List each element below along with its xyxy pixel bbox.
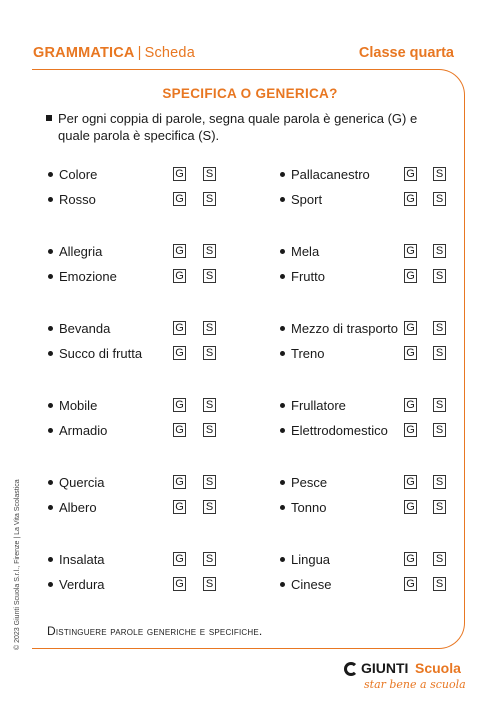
word-label: Elettrodomestico (291, 423, 388, 438)
footer-note: Distinguere parole generiche e specifiche. (47, 624, 263, 638)
bullet-icon (48, 403, 53, 408)
word-item (48, 321, 110, 336)
generic-checkbox[interactable]: G (404, 167, 417, 181)
word-item (48, 167, 97, 182)
generic-checkbox[interactable]: G (173, 192, 186, 206)
specific-checkbox[interactable]: S (203, 475, 216, 489)
word-label: Pesce (291, 475, 328, 490)
word-label: Colore (59, 167, 98, 182)
generic-checkbox[interactable]: G (404, 192, 417, 206)
bullet-icon (280, 582, 285, 587)
word-label: Mezzo di trasporto (291, 321, 398, 336)
word-item (48, 269, 117, 284)
specific-checkbox[interactable]: S (203, 244, 216, 258)
generic-checkbox[interactable]: G (404, 475, 417, 489)
word-item (280, 398, 346, 413)
generic-checkbox[interactable]: G (404, 423, 417, 437)
bullet-icon (48, 351, 53, 356)
specific-checkbox[interactable]: S (203, 500, 216, 514)
instructions-line-1: Per ogni coppia di parole, segna quale parola è generica (G) e (58, 111, 418, 126)
bullet-icon (280, 172, 285, 177)
word-label: Bevanda (59, 321, 111, 336)
instructions-line-2: quale parola è specifica (S). (58, 128, 220, 143)
word-item (280, 475, 327, 490)
word-item (280, 321, 398, 336)
logo-brand-part1: GIUNTI (361, 660, 409, 676)
specific-checkbox[interactable]: S (433, 500, 446, 514)
specific-checkbox[interactable]: S (203, 577, 216, 591)
bullet-icon (280, 505, 285, 510)
specific-checkbox[interactable]: S (433, 475, 446, 489)
generic-checkbox[interactable]: G (173, 321, 186, 335)
bullet-icon (280, 274, 285, 279)
grade-label: Classe quarta (358, 45, 454, 61)
bullet-icon (48, 505, 53, 510)
specific-checkbox[interactable]: S (433, 577, 446, 591)
word-label: Allegria (59, 244, 103, 259)
word-item (280, 346, 324, 361)
word-label: Succo di frutta (59, 346, 143, 361)
word-item (48, 423, 107, 438)
square-bullet-icon (46, 115, 52, 121)
word-item (48, 500, 97, 515)
header-subject (33, 45, 195, 61)
word-label: Rosso (59, 192, 96, 207)
word-label: Armadio (59, 423, 108, 438)
bullet-icon (48, 480, 53, 485)
word-label: Pallacanestro (291, 167, 370, 182)
word-item (280, 577, 331, 592)
generic-checkbox[interactable]: G (404, 398, 417, 412)
specific-checkbox[interactable]: S (433, 552, 446, 566)
specific-checkbox[interactable]: S (433, 398, 446, 412)
word-item (48, 346, 142, 361)
word-label: Emozione (59, 269, 117, 284)
word-item (48, 192, 96, 207)
word-label: Mela (291, 244, 320, 259)
word-label: Cinese (291, 577, 332, 592)
generic-checkbox[interactable]: G (404, 321, 417, 335)
specific-checkbox[interactable]: S (203, 167, 216, 181)
bullet-icon (280, 428, 285, 433)
generic-checkbox[interactable]: G (173, 269, 186, 283)
generic-checkbox[interactable]: G (404, 346, 417, 360)
bullet-icon (48, 326, 53, 331)
word-item (280, 167, 370, 182)
bullet-icon (280, 557, 285, 562)
bullet-icon (280, 403, 285, 408)
bullet-icon (48, 197, 53, 202)
header-separator: | (137, 45, 142, 61)
word-item (48, 552, 105, 567)
logo-tagline: star bene a scuola (364, 678, 466, 691)
generic-checkbox[interactable]: G (404, 269, 417, 283)
generic-checkbox[interactable]: G (173, 475, 186, 489)
word-item (48, 475, 105, 490)
generic-checkbox[interactable]: G (173, 423, 186, 437)
g-logo-icon (344, 662, 358, 676)
word-label: Albero (59, 500, 97, 515)
word-item (280, 552, 330, 567)
generic-checkbox[interactable]: G (404, 552, 417, 566)
instructions (46, 110, 456, 144)
copyright-notice: © 2023 Giunti Scuola S.r.l., Firenze | La Vita Scolastica (14, 479, 21, 650)
bullet-icon (48, 582, 53, 587)
generic-checkbox[interactable]: G (173, 577, 186, 591)
word-item (280, 269, 325, 284)
generic-checkbox[interactable]: G (173, 346, 186, 360)
generic-checkbox[interactable]: G (404, 577, 417, 591)
bullet-icon (48, 274, 53, 279)
bullet-icon (280, 197, 285, 202)
generic-checkbox[interactable]: G (173, 398, 186, 412)
word-label: Sport (291, 192, 323, 207)
word-item (280, 244, 319, 259)
bullet-icon (48, 172, 53, 177)
word-label: Tonno (291, 500, 327, 515)
generic-checkbox[interactable]: G (404, 500, 417, 514)
generic-checkbox[interactable]: G (173, 167, 186, 181)
generic-checkbox[interactable]: G (173, 500, 186, 514)
generic-checkbox[interactable]: G (173, 552, 186, 566)
bullet-icon (48, 557, 53, 562)
word-item (280, 423, 388, 438)
word-label: Frullatore (291, 398, 346, 413)
generic-checkbox[interactable]: G (404, 244, 417, 258)
specific-checkbox[interactable]: S (203, 423, 216, 437)
bullet-icon (280, 480, 285, 485)
bullet-icon (48, 249, 53, 254)
specific-checkbox[interactable]: S (203, 192, 216, 206)
word-label: Treno (291, 346, 325, 361)
specific-checkbox[interactable]: S (433, 423, 446, 437)
word-label: Frutto (291, 269, 325, 284)
word-label: Quercia (59, 475, 105, 490)
specific-checkbox[interactable]: S (433, 269, 446, 283)
word-item (48, 398, 97, 413)
specific-checkbox[interactable]: S (433, 346, 446, 360)
word-label: Insalata (59, 552, 105, 567)
bullet-icon (280, 326, 285, 331)
word-label: Verdura (59, 577, 105, 592)
word-label: Mobile (59, 398, 98, 413)
worksheet-title: SPECIFICA O GENERICA? (162, 86, 338, 101)
word-label: Lingua (291, 552, 331, 567)
specific-checkbox[interactable]: S (203, 346, 216, 360)
specific-checkbox[interactable]: S (433, 321, 446, 335)
specific-checkbox[interactable]: S (203, 552, 216, 566)
word-item (48, 577, 105, 592)
word-item (280, 192, 322, 207)
specific-checkbox[interactable]: S (433, 167, 446, 181)
specific-checkbox[interactable]: S (203, 398, 216, 412)
sheet-label: Scheda (144, 45, 195, 61)
bullet-icon (280, 351, 285, 356)
logo-brand-part2: Scuola (415, 660, 461, 676)
subject-label: GRAMMATICA (33, 45, 135, 61)
bullet-icon (48, 428, 53, 433)
specific-checkbox[interactable]: S (203, 269, 216, 283)
generic-checkbox[interactable]: G (173, 244, 186, 258)
specific-checkbox[interactable]: S (433, 192, 446, 206)
specific-checkbox[interactable]: S (203, 321, 216, 335)
bullet-icon (280, 249, 285, 254)
word-item (280, 500, 326, 515)
word-item (48, 244, 102, 259)
specific-checkbox[interactable]: S (433, 244, 446, 258)
